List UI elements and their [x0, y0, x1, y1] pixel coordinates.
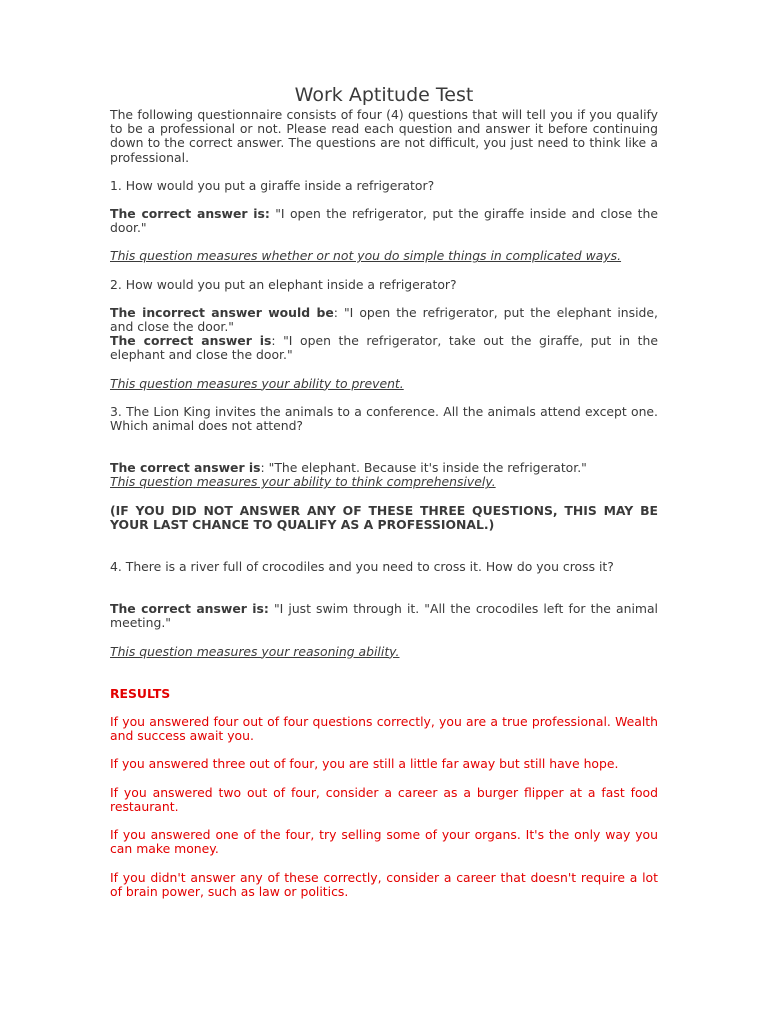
measure-2: This question measures your ability to prevent.: [110, 375, 404, 391]
answer-4-text: "I just swim through it. "All the crocodiles left for the animal meeting.": [110, 601, 658, 631]
results-heading-text: RESULTS: [110, 685, 171, 701]
document-page: [110, 84, 658, 899]
result-item-4of4: If you answered four out of four questions correctly, you are a true professional. Wealth and success await you.: [110, 714, 658, 744]
answer-4-label: The correct answer is:: [110, 601, 269, 617]
answer-2-label: The correct answer is: [110, 333, 272, 349]
answer-1-text: "I open the refrigerator, put the giraffe inside and close the door.": [110, 206, 659, 236]
result-item-2of4: If you answered two out of four, consider a career as a burger flipper at a fast food restaurant.: [110, 784, 658, 814]
measure-1: This question measures whether or not you do simple things in complicated ways.: [110, 248, 622, 264]
measure-4: This question measures your reasoning ability.: [110, 643, 400, 659]
question-3: 3. The Lion King invites the animals to a conference. All the animals attend except one. Which animal does not attend?: [110, 403, 658, 434]
question-4: 4. There is a river full of crocodiles and you need to cross it. How do you cross it?: [110, 559, 614, 575]
incorrect-answer-2-label: The incorrect answer would be: [110, 304, 334, 320]
incorrect-answer-2: [110, 306, 658, 334]
incorrect-answer-2-text: : "I open the refrigerator, put the elephant inside, and close the door.": [110, 304, 658, 335]
answer-3-label: The correct answer is: [110, 460, 261, 476]
answer-2-text: : "I open the refrigerator, take out the giraffe, put in the elephant and close the door.": [110, 333, 658, 363]
measure-3: This question measures your ability to think comprehensively.: [110, 474, 496, 490]
question-2: 2. How would you put an elephant inside a refrigerator?: [110, 276, 457, 292]
page-title: Work Aptitude Test: [294, 84, 474, 106]
results-heading: [110, 687, 658, 701]
intro-paragraph: The following questionnaire consists of four (4) questions that will tell you if you qualify to be a professional or not. Please read each question and answer it before continuing down to the correct answer. The questions are not difficult, you just need to think like a professional.: [110, 107, 658, 165]
answer-3-text: : "The elephant. Because it's inside the refrigerator.": [260, 460, 587, 476]
warning-text: [110, 504, 658, 532]
answer-4: [110, 602, 658, 630]
result-item-0of4: If you didn't answer any of these correctly, consider a career that doesn't require a lot of brain power, such as law or politics.: [110, 869, 658, 899]
answer-1-label: The correct answer is:: [110, 206, 270, 222]
answer-2: [110, 334, 658, 362]
result-item-1of4: If you answered one of the four, try selling some of your organs. It's the only way you can make money.: [110, 827, 658, 857]
warning-bold: (IF YOU DID NOT ANSWER ANY OF THESE THREE QUESTIONS, THIS MAY BE YOUR LAST CHANCE TO QUALIFY AS A PROFESSIONAL.): [110, 502, 658, 532]
answer-1: [110, 207, 658, 235]
result-item-3of4: If you answered three out of four, you are still a little far away but still have hope.: [110, 756, 619, 772]
answer-3: [110, 461, 658, 475]
question-1: 1. How would you put a giraffe inside a refrigerator?: [110, 177, 435, 193]
